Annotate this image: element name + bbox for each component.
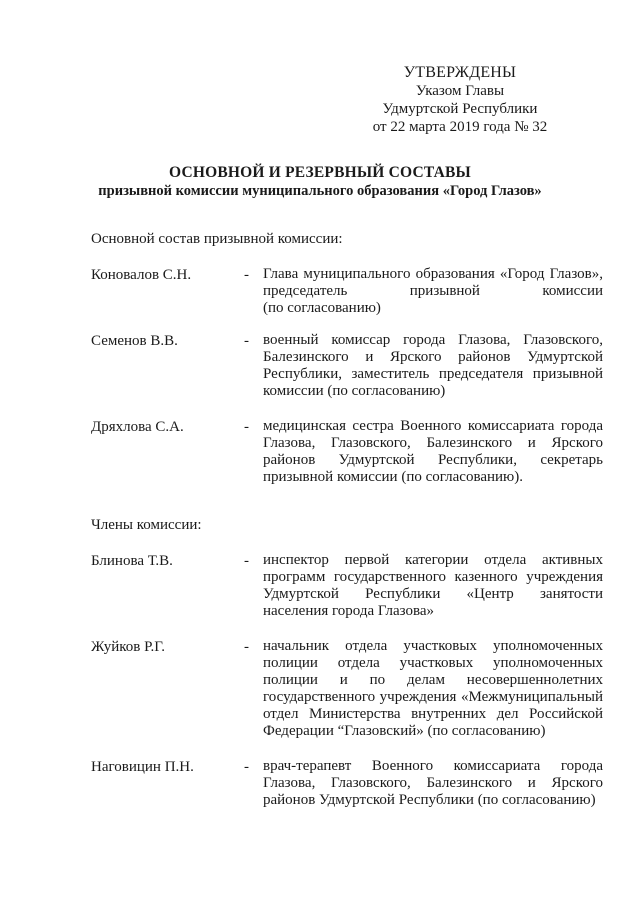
approval-issuer: Указом Главы [415,83,505,99]
member-name: Блинова Т.В. [91,553,173,569]
approval-date: от 22 марта 2019 года № 32 [372,119,548,135]
member-dash: - [244,759,249,775]
member-dash: - [244,267,249,283]
description-line: Федерации “Глазовский» (по согласованию) [263,723,546,739]
description-line: (по согласованию) [263,300,381,316]
document-title [0,163,640,201]
member-name: Наговицин П.Н. [91,759,194,775]
description-line: Удмуртской Республики «Центр занятости [263,586,603,602]
member-description [263,552,603,620]
description-line: Глава муниципального образования «Город Глазов», [263,266,603,282]
member-name: Коновалов С.Н. [91,267,192,283]
description-line: программ государственного казенного учреждения [263,569,603,585]
description-line: Республики, заместитель председателя призывной [263,366,603,382]
member-name: Жуйков Р.Г. [91,639,166,655]
description-line: Глазова, Глазовского, Балезинского и Ярского [263,435,603,451]
description-line: начальник отдела участковых уполномоченных [263,638,603,654]
member-description [263,418,603,486]
member-dash: - [244,553,249,569]
members-section-heading: Члены комиссии: [91,517,202,533]
description-line: населения города Глазова» [263,603,434,619]
description-line: государственного учреждения «Межмуниципальный [263,689,603,705]
description-line: полиции и по делам несовершеннолетних [263,672,603,688]
description-line: районов Удмуртской Республики, секретарь [263,452,603,468]
title-subtitle: призывной комиссии муниципального образования «Город Глазов» [98,183,542,199]
description-line: Глазова, Глазовского, Балезинского и Ярского [263,775,603,791]
member-dash: - [244,419,249,435]
description-line: инспектор первой категории отдела активных [263,552,603,568]
description-line: районов Удмуртской Республики (по согласованию) [263,792,596,808]
description-line: врач-терапевт Военного комиссариата города [263,758,603,774]
member-description [263,758,603,809]
description-line: призывной комиссии (по согласованию). [263,469,523,485]
member-description [263,638,603,740]
description-line: полиции отдела участковых уполномоченных [263,655,603,671]
description-line: военный комиссар города Глазова, Глазовского, [263,332,603,348]
member-name: Дряхлова С.А. [91,419,184,435]
member-dash: - [244,333,249,349]
member-name: Семенов В.В. [91,333,178,349]
description-line: Балезинского и Ярского районов Удмуртской [263,349,603,365]
approval-republic: Удмуртской Республики [382,101,538,117]
member-dash: - [244,639,249,655]
member-description [263,332,603,400]
description-line: комиссии (по согласованию) [263,383,446,399]
member-description [263,266,603,317]
description-line: отдел Министерства внутренних дел Российской [263,706,603,722]
title-main: ОСНОВНОЙ И РЕЗЕРВНЫЙ СОСТАВЫ [169,164,471,181]
description-line: председатель призывной комиссии [263,283,603,299]
main-section-heading: Основной состав призывной комиссии: [91,231,343,247]
approval-heading: УТВЕРЖДЕНЫ [403,64,517,81]
description-line: медицинская сестра Военного комиссариата города [263,418,603,434]
approval-block [360,64,560,136]
